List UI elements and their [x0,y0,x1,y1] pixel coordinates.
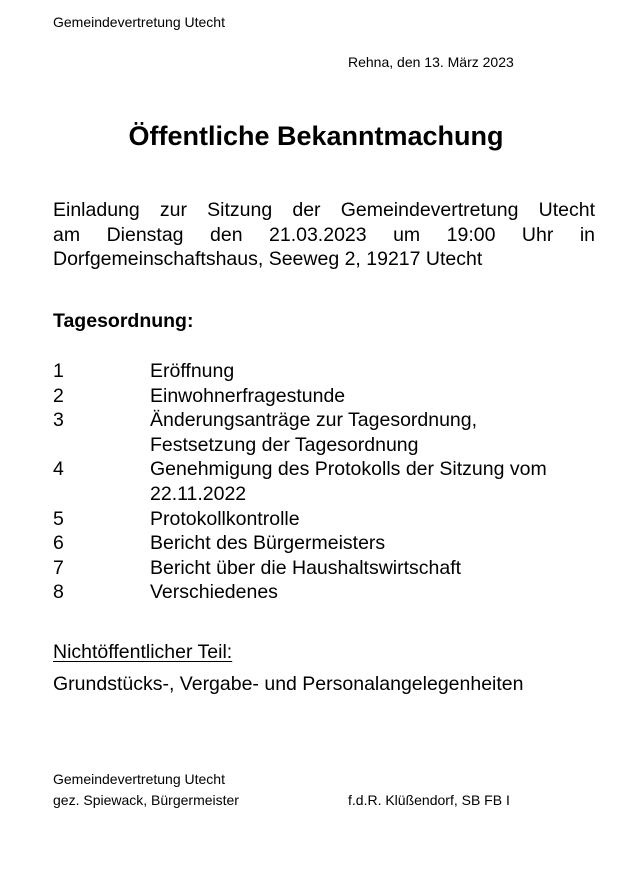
agenda-item-number: 1 [53,360,64,382]
invitation-line-2: am Dienstag den 21.03.2023 um 19:00 Uhr in [53,223,595,246]
agenda-item-line: Bericht des Bürgermeisters [150,532,386,555]
agenda-item-number: 2 [53,384,64,407]
agenda-item [53,457,613,506]
agenda-item-number: 4 [53,458,64,481]
page-title: Öffentliche Bekanntmachung [128,121,504,151]
agenda-item-text [150,457,613,506]
agenda-item [53,408,613,457]
agenda-item-text [150,580,613,605]
signature-organization: Gemeindevertretung Utecht [53,771,225,787]
agenda-item-text [150,359,613,384]
agenda-item [53,359,613,384]
agenda-item-line: 22.11.2022 [150,482,247,505]
place-and-date: Rehna, den 13. März 2023 [348,54,514,70]
invitation-paragraph [53,198,595,272]
signature-administration: f.d.R. Klüßendorf, SB FB I [348,792,510,808]
invitation-line-1: Einladung zur Sitzung der Gemeindevertretung Utecht [53,199,595,221]
agenda-item-line: Genehmigung des Protokolls der Sitzung vom [150,458,547,481]
agenda-heading: Tagesordnung: [53,310,194,332]
agenda-item-number: 7 [53,556,64,579]
agenda-item-number: 8 [53,581,64,604]
agenda-item-line: Festsetzung der Tagesordnung [150,433,419,456]
agenda-item-text [150,556,613,581]
agenda-item-line: Protokollkontrolle [150,507,300,530]
agenda-item-text [150,531,613,556]
non-public-topics: Grundstücks-, Vergabe- und Personalangelegenheiten [53,673,524,695]
sender-name: Gemeindevertretung Utecht [53,14,225,30]
agenda-item-line: Bericht über die Haushaltswirtschaft [150,556,462,579]
agenda-item-text [150,408,613,457]
agenda-item [53,384,613,409]
non-public-heading: Nichtöffentlicher Teil: [53,641,233,663]
agenda-item-text [150,384,613,409]
agenda-item-text [150,507,613,532]
agenda-list [53,359,613,605]
agenda-item [53,556,613,581]
agenda-item [53,580,613,605]
agenda-item-number: 3 [53,409,64,432]
agenda-item-number: 6 [53,532,64,555]
agenda-item [53,507,613,532]
agenda-item-number: 5 [53,507,64,530]
agenda-item [53,531,613,556]
invitation-line-3: Dorfgemeinschaftshaus, Seeweg 2, 19217 Utecht [53,248,483,270]
agenda-item-line: Einwohnerfragestunde [150,384,346,407]
agenda-item-line: Änderungsanträge zur Tagesordnung, [150,409,478,432]
agenda-item-line: Verschiedenes [150,581,278,604]
agenda-item-line: Eröffnung [150,360,235,382]
signature-mayor: gez. Spiewack, Bürgermeister [53,792,239,808]
